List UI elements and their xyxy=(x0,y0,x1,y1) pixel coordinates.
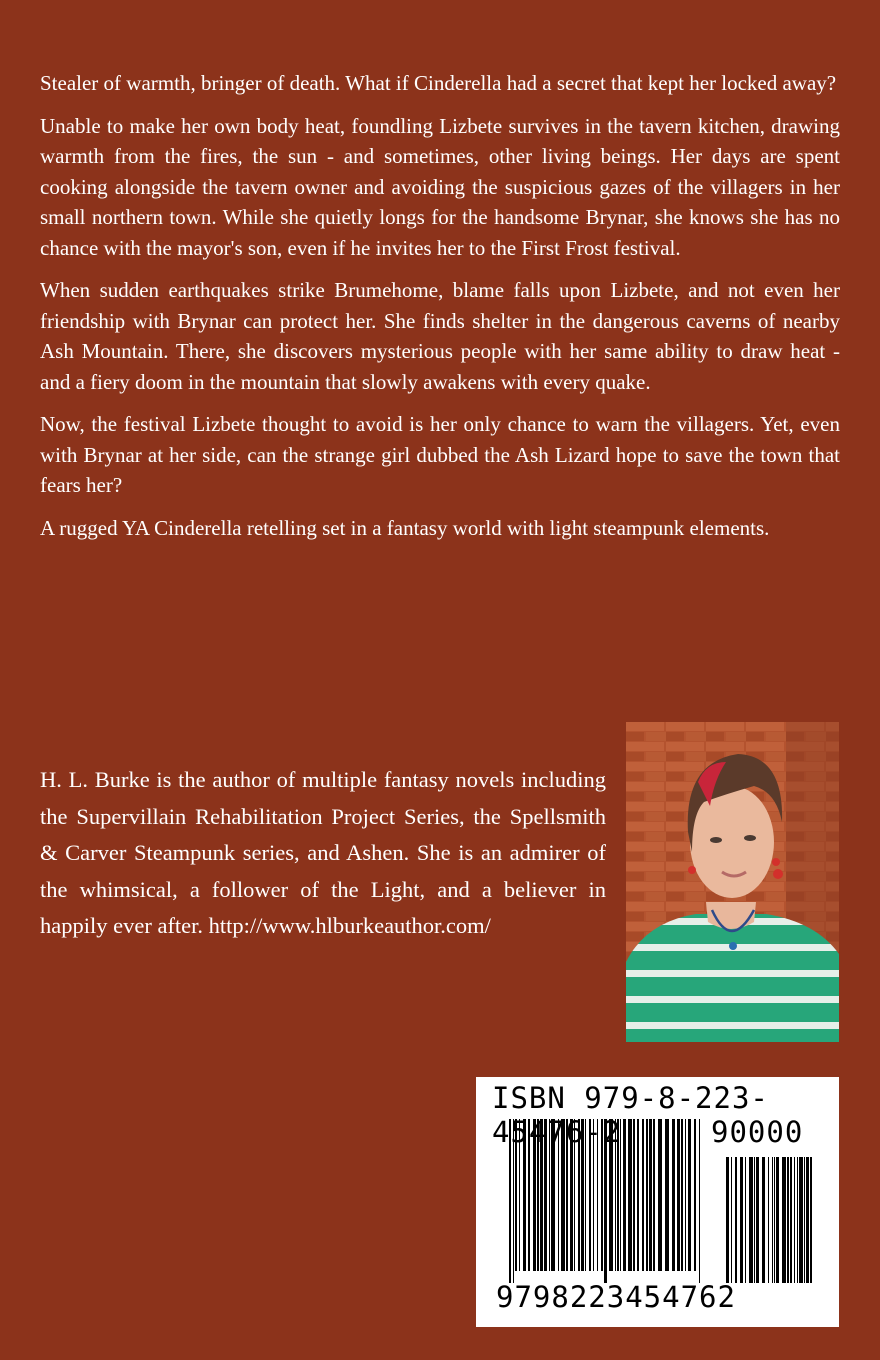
barcode-bar xyxy=(731,1157,732,1283)
barcode-bar xyxy=(726,1157,729,1283)
barcode-bar xyxy=(797,1157,798,1283)
author-photo xyxy=(626,722,839,1042)
barcode-bar xyxy=(810,1157,812,1283)
ean-digits: 9798223454762 xyxy=(496,1280,736,1314)
price-code: 90000 xyxy=(711,1115,804,1149)
barcode-bar xyxy=(799,1157,803,1283)
barcode-bar xyxy=(756,1157,759,1283)
blurb-paragraph: Stealer of warmth, bringer of death. What if Cinderella had a secret that kept her locked away? xyxy=(40,71,837,95)
blurb-paragraph: Now, the festival Lizbete thought to avoid is her only chance to warn the villagers. Yet, even with Brynar at her side, can the strange girl dubbed the Ash Lizard hope to save the town that fears her? xyxy=(40,412,840,497)
back-cover-blurb xyxy=(40,68,840,555)
barcode-bar xyxy=(782,1157,786,1283)
isbn-barcode xyxy=(476,1077,839,1327)
barcode-bar xyxy=(790,1157,792,1283)
barcode-bar xyxy=(806,1157,809,1283)
barcode-bar xyxy=(774,1157,775,1283)
author-bio-text: H. L. Burke is the author of multiple fantasy novels including the Supervillain Rehabilitation Project Series, the Spellsmith & Carver Steampunk series, and Ashen. She is an admirer of the whimsical, a follower of the Light, and a believer in happily ever after. http://www.hlburkeauthor.com/ xyxy=(40,767,606,938)
barcode-bar xyxy=(776,1157,779,1283)
barcode-bar xyxy=(740,1157,743,1283)
isbn-label: ISBN 979-8-223-45476-2 xyxy=(492,1081,769,1149)
barcode-bar xyxy=(804,1157,805,1283)
barcode-bar xyxy=(735,1157,737,1283)
barcode-bar xyxy=(768,1157,769,1283)
barcode-bar xyxy=(754,1157,755,1283)
barcode-bar xyxy=(762,1157,765,1283)
barcode-bar xyxy=(745,1157,746,1283)
blurb-paragraph: Unable to make her own body heat, foundling Lizbete survives in the tavern kitchen, drawing warmth from the fires, the sun - and sometimes, other living beings. Her days are spent cooking alongside the tavern owner and avoiding the suspicious gazes of the villagers in her small northern town. While she quietly longs for the handsome Brynar, she knows she has no chance with the mayor's son, even if he invites her to the First Frost festival. xyxy=(40,113,840,260)
blurb-paragraph: When sudden earthquakes strike Brumehome, blame falls upon Lizbete, and not even her friendship with Brynar can protect her. She finds shelter in the dangerous caverns of nearby Ash Mountain. There, she discovers mysterious people with her same ability to draw heat - and a fiery doom in the mountain that slowly awakens with every quake. xyxy=(40,278,840,394)
barcode-bar xyxy=(749,1157,753,1283)
author-bio xyxy=(40,762,606,945)
barcode-bar xyxy=(787,1157,789,1283)
blurb-paragraph: A rugged YA Cinderella retelling set in a fantasy world with light steampunk elements. xyxy=(40,515,770,540)
barcode-bar xyxy=(794,1157,795,1283)
barcode-bar xyxy=(772,1157,773,1283)
author-portrait-image xyxy=(626,722,839,1042)
